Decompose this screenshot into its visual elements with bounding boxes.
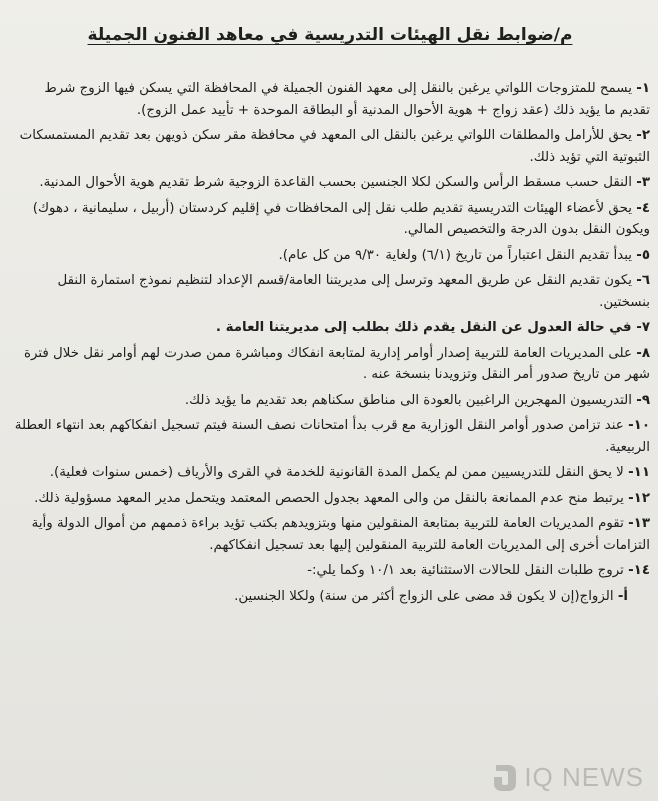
rule-number: ١٤-: [628, 563, 650, 578]
rule-text: تقوم المديريات العامة للتربية بمتابعة المنقولين منها وبتزويدهم بكتب تؤيد براءة ذممهم من أموال الدولة وأية التزامات أخرى إلى المديريات العامة للتربية المنقولين إليها بعد تسجيل انفكاكهم.: [31, 516, 650, 553]
rule-item-10: [10, 415, 650, 458]
rule-number: ١١-: [628, 465, 650, 480]
rules-list: [10, 78, 650, 607]
rule-number: ١-: [636, 81, 650, 96]
document-body: [10, 22, 650, 611]
rule-item-11: [10, 462, 650, 484]
rule-item-2: [10, 125, 650, 168]
rule-item-3: [10, 172, 650, 194]
rule-text: لا يحق النقل للتدريسيين ممن لم يكمل المدة القانونية للخدمة في القرى والأرياف (خمس سنوات فعلية).: [49, 465, 624, 480]
rule-text: عند تزامن صدور أوامر النقل الوزارية مع قرب بدأ امتحانات نصف السنة فيتم تسجيل انفكاكهم بعد انتهاء العطلة الربيعية.: [14, 418, 650, 455]
rule-number: ٥-: [636, 247, 650, 263]
rule-text: النقل حسب مسقط الرأس والسكن لكلا الجنسين بحسب القاعدة الزوجية شرط تقديم هوية الأحوال المدنية.: [39, 175, 632, 190]
rule-item-7: [10, 317, 650, 339]
rule-number: ٦-: [636, 273, 650, 288]
rule-item-1: [10, 78, 650, 121]
rule-text: في حالة العدول عن النقل يقدم ذلك بطلب إلى مديريتنا العامة .: [215, 320, 632, 335]
document-title: [10, 22, 650, 48]
rule-text: تروج طلبات النقل للحالات الاستثنائية بعد ١٠/١ وكما يلي:-: [307, 563, 624, 578]
rule-number: ١٢-: [628, 490, 650, 506]
subitem-text: الزواج(إن لا يكون قد مضى على الزواج أكثر من سنة) ولكلا الجنسين.: [234, 588, 614, 604]
rule-text: يسمح للمتزوجات اللواتي يرغبن بالنقل إلى معهد الفنون الجميلة في المحافظة التي يسكن فيها الزوج شرط تقديم ما يؤيد ذلك (عقد زواج + هوية الأحوال المدنية أو البطاقة الموحدة + تأييد عمل الزوج).: [44, 81, 650, 118]
rule-text: التدريسيون المهجرين الراغبين بالعودة الى مناطق سكناهم بعد تقديم ما يؤيد ذلك.: [184, 392, 632, 408]
rule-item-13: [10, 513, 650, 556]
rule-text: يكون تقديم النقل عن طريق المعهد وترسل إلى مديريتنا العامة/قسم الإعداد لتنظيم نموذج استمارة النقل بنسختين.: [57, 273, 650, 310]
rule-number: ٩-: [636, 392, 650, 408]
rule-text: على المديريات العامة للتربية إصدار أوامر إدارية لمتابعة انفكاك ومباشرة ممن صدرت لهم أوامر نقل خلال فترة شهر من تاريخ صدور أمر النقل وتزويدنا بنسخة عنه .: [23, 345, 650, 382]
rule-item-4: [10, 198, 650, 241]
rule-number: ٣-: [636, 175, 650, 190]
rule-number: ٢-: [636, 128, 650, 143]
rule-item-12: [10, 488, 650, 510]
rule-item-9: [10, 390, 650, 412]
rule-text: يرتبط منح عدم الممانعة بالنقل من والى المعهد بجدول الحصص المعتمد ويتحمل مدير المعهد مسؤولية ذلك.: [34, 490, 624, 506]
rule-number: ٤-: [636, 200, 650, 216]
watermark-text: IQ NEWS: [524, 762, 644, 792]
rule-number: ٨-: [636, 345, 650, 361]
news-watermark: [492, 762, 644, 793]
document-title-text: م/ضوابط نقل الهيئات التدريسية في معاهد الفنون الجميلة: [87, 25, 573, 45]
rule-item-14: [10, 560, 650, 582]
rule-text: يبدأ تقديم النقل اعتباراً من تاريخ (٦/١) ولغاية ٩/٣٠ من كل عام).: [278, 247, 632, 263]
rule-item-8: [10, 343, 650, 386]
rule-item-5: [10, 245, 650, 267]
subitem-letter: أ-: [617, 588, 628, 604]
rule-number: ١٣-: [628, 516, 650, 531]
rule-number: ١٠-: [628, 418, 650, 433]
rule-item-6: [10, 270, 650, 313]
rule-number: ٧-: [636, 320, 650, 335]
rule-text: يحق لأعضاء الهيئات التدريسية تقديم طلب نقل إلى المحافظات في إقليم كردستان (أربيل ، سليمانية ، دهوك) ويكون النقل بدون الدرجة والتخصيص المالي.: [32, 200, 650, 237]
rule-text: يحق للأرامل والمطلقات اللواتي يرغبن بالنقل الى المعهد في محافظة مقر سكن ذويهن بعد تقديم المستمسكات الثبوتية التي تؤيد ذلك.: [19, 128, 650, 165]
watermark-logo-icon: [492, 763, 518, 793]
rule-subitem-a: [10, 586, 628, 608]
